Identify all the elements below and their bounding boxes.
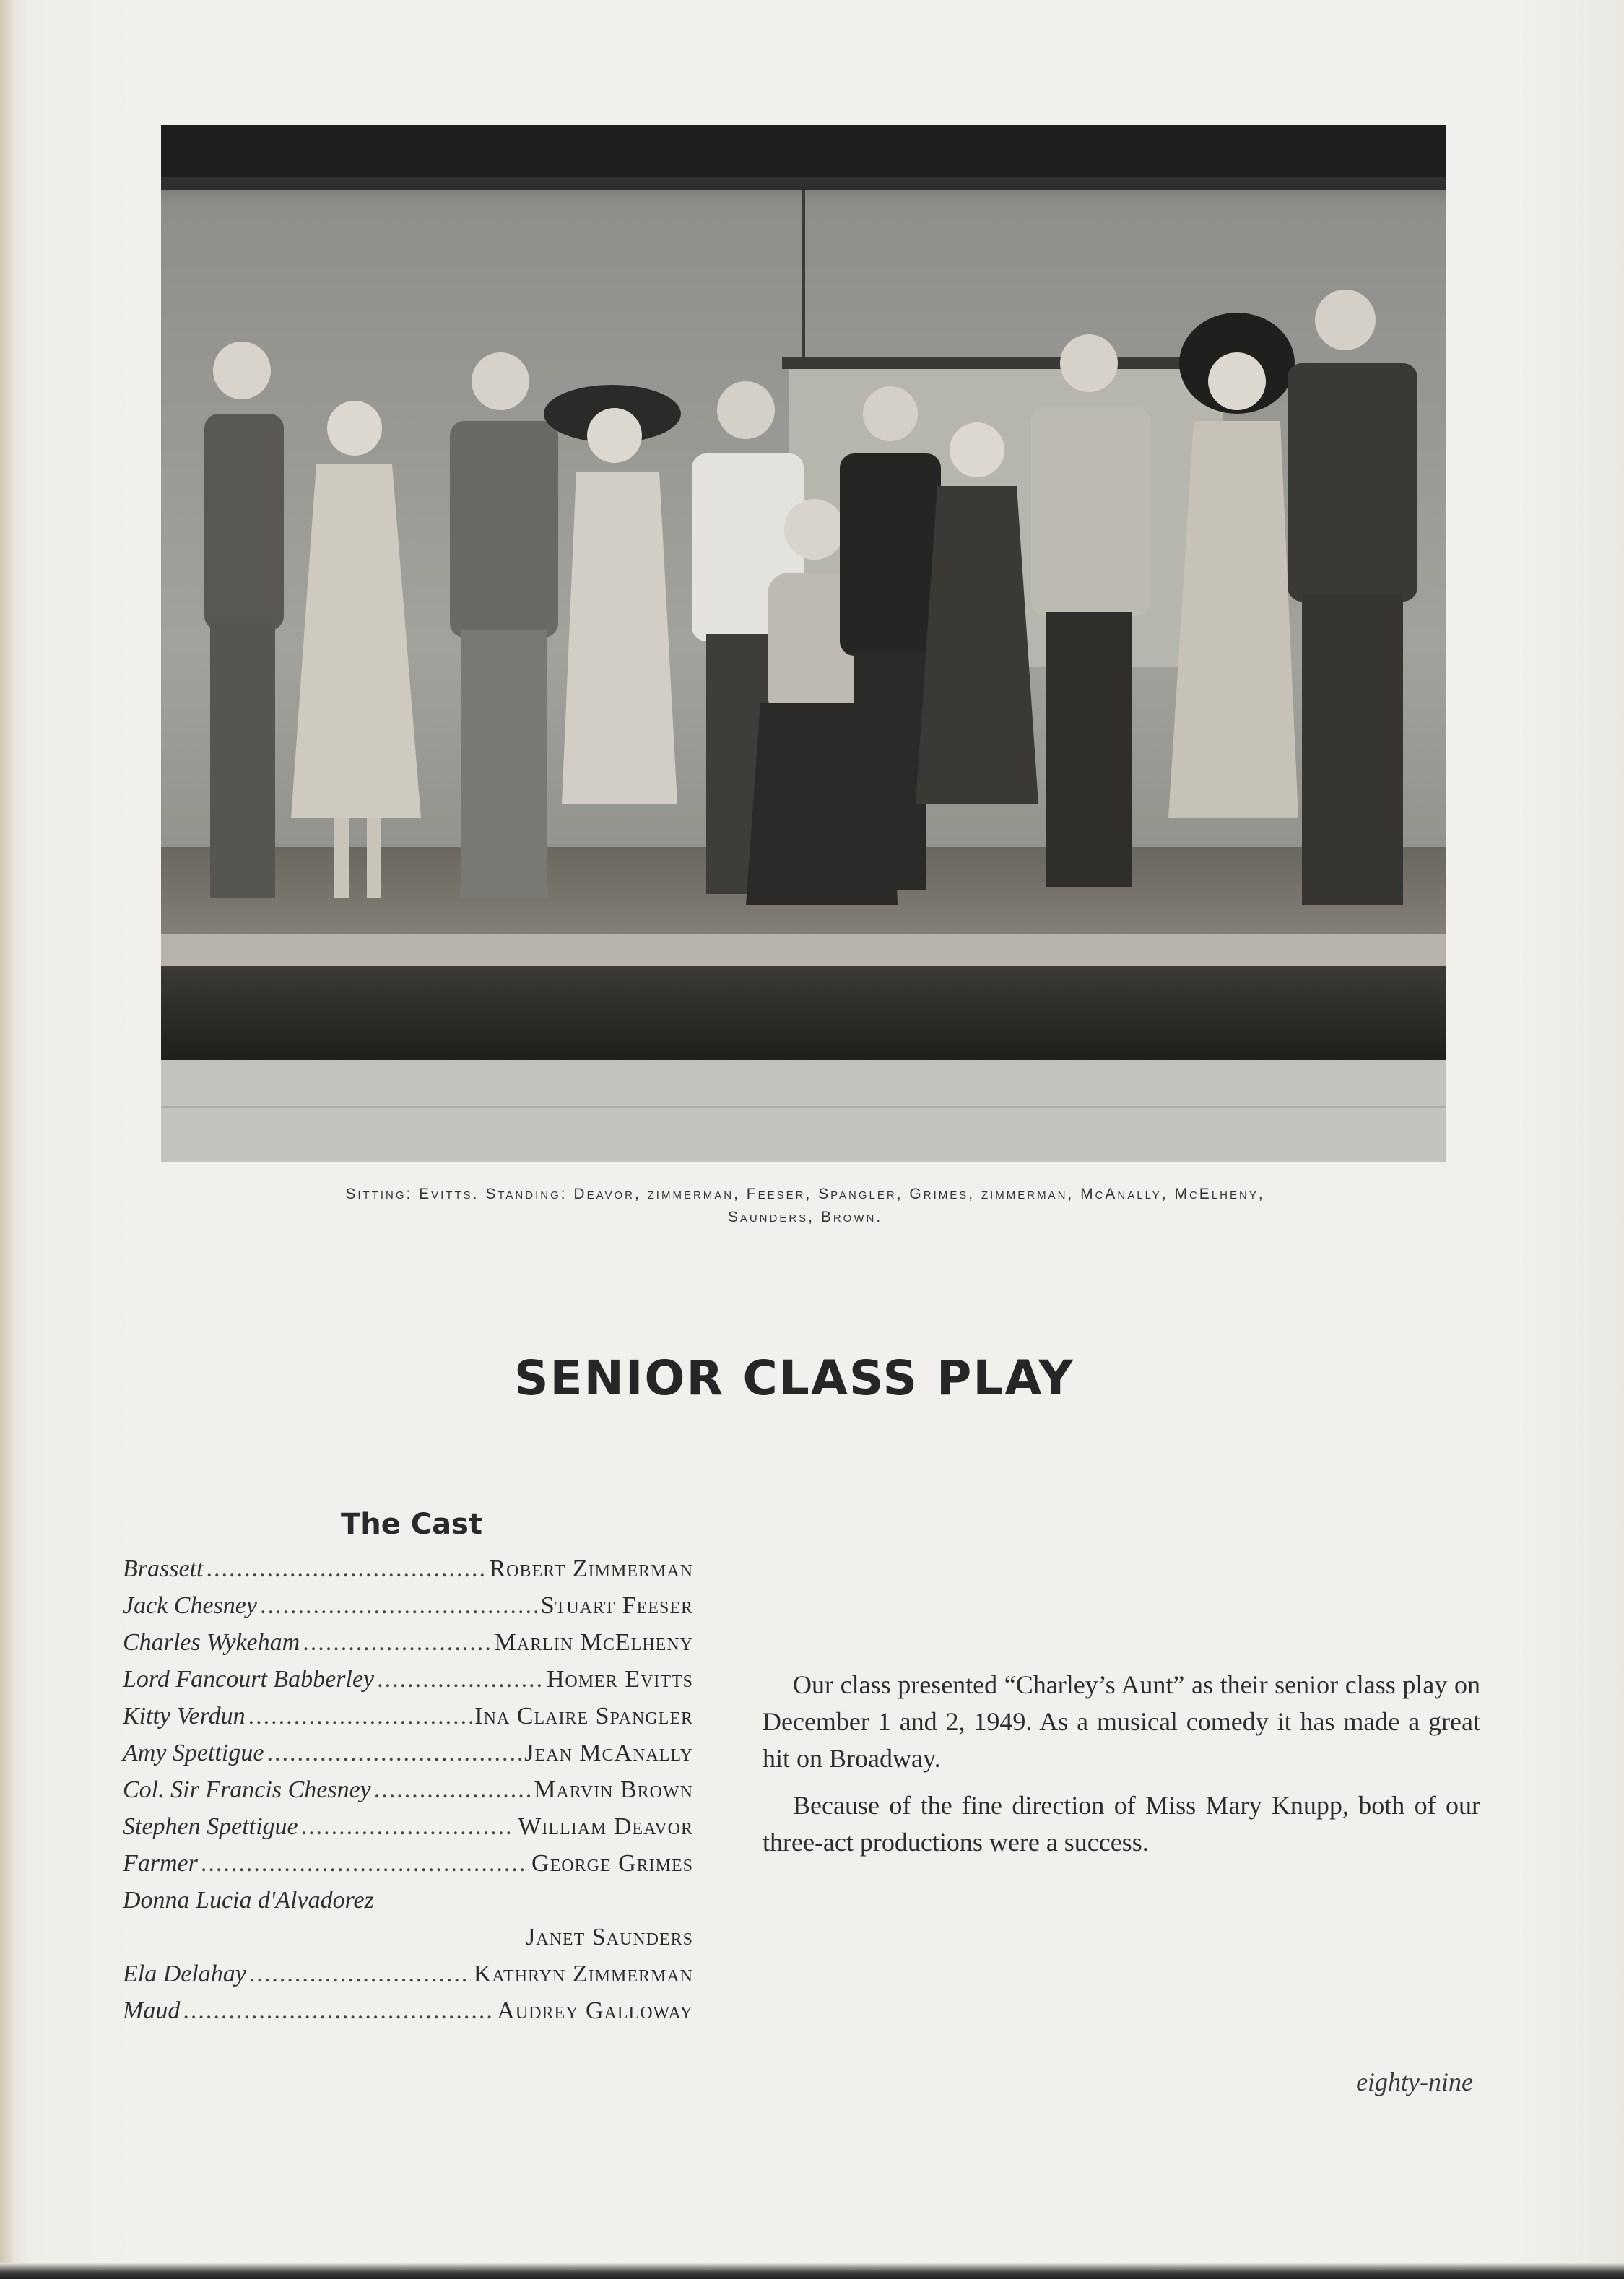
cast-row xyxy=(123,1624,693,1661)
cast-role: Kitty Verdun xyxy=(123,1703,246,1729)
cast-row xyxy=(123,1808,693,1845)
cast-row xyxy=(123,1771,693,1808)
photo-caption-line-2: Saunders, Brown. xyxy=(727,1209,883,1225)
cast-list xyxy=(123,1550,693,2029)
dot-leader xyxy=(249,1955,471,1992)
cast-actor: Ina Claire Spangler xyxy=(474,1703,693,1729)
cast-role: Donna Lucia d'Alvadorez xyxy=(123,1887,374,1914)
photo-caption xyxy=(144,1183,1466,1229)
cast-actor: Stuart Feeser xyxy=(540,1592,693,1619)
cast-actor: Marvin Brown xyxy=(534,1776,693,1803)
page-binding-edge xyxy=(0,0,13,2279)
cast-row xyxy=(123,1882,693,1919)
cast-row xyxy=(123,1955,693,1992)
cast-photograph xyxy=(161,125,1446,1162)
cast-row xyxy=(123,1550,693,1587)
cast-actor: Homer Evitts xyxy=(546,1666,693,1693)
dot-leader xyxy=(301,1808,516,1845)
cast-actor: Robert Zimmerman xyxy=(489,1555,693,1582)
cast-role: Farmer xyxy=(123,1850,198,1877)
cast-role: Col. Sir Francis Chesney xyxy=(123,1776,371,1803)
cast-actor: Jean McAnally xyxy=(524,1740,693,1766)
cast-actor: George Grimes xyxy=(531,1850,693,1877)
cast-row xyxy=(123,1698,693,1735)
cast-role: Charles Wykeham xyxy=(123,1629,300,1656)
cast-role: Ela Delahay xyxy=(123,1961,246,1987)
cast-actor: William Deavor xyxy=(518,1813,693,1840)
cast-role: Jack Chesney xyxy=(123,1592,257,1619)
cast-role: Lord Fancourt Babberley xyxy=(123,1666,375,1693)
cast-row xyxy=(123,1587,693,1624)
cast-row xyxy=(123,1992,693,2029)
cast-photograph-image xyxy=(161,125,1446,1162)
cast-heading: The Cast xyxy=(340,1508,483,1541)
cast-row xyxy=(123,1845,693,1882)
page-bottom-edge xyxy=(0,2263,1624,2279)
cast-role: Stephen Spettigue xyxy=(123,1813,298,1840)
photo-caption-line-1: Sitting: Evitts. Standing: Deavor, zimmerman, Feeser, Spangler, Grimes, zimmerman, McAnally, McElheny, xyxy=(345,1186,1265,1202)
cast-actor: Kathryn Zimmerman xyxy=(473,1961,693,1987)
cast-row xyxy=(123,1735,693,1771)
cast-actor: Marlin McElheny xyxy=(494,1629,693,1656)
dot-leader xyxy=(377,1661,544,1698)
dot-leader xyxy=(201,1845,529,1882)
description-paragraph-1: Our class presented “Charley’s Aunt” as their senior class play on December 1 and 2, 1949. As a musical comedy it has made a great hit on Broadway. xyxy=(763,1670,1480,1773)
cast-row xyxy=(123,1919,693,1955)
play-description xyxy=(763,1667,1480,1871)
dot-leader xyxy=(374,1771,531,1808)
cast-actor: Audrey Galloway xyxy=(497,1997,693,2024)
page-number: eighty-nine xyxy=(1356,2067,1473,2096)
cast-role: Brassett xyxy=(123,1555,204,1582)
cast-role: Maud xyxy=(123,1997,181,2024)
dot-leader xyxy=(266,1735,521,1771)
dot-leader xyxy=(303,1624,491,1661)
dot-leader xyxy=(248,1698,472,1735)
description-paragraph-2: Because of the fine direction of Miss Mary Knupp, both of our three-act productions were a success. xyxy=(763,1791,1480,1857)
dot-leader xyxy=(206,1550,486,1587)
cast-actor: Janet Saunders xyxy=(526,1924,693,1950)
cast-row xyxy=(123,1661,693,1698)
page-title: SENIOR CLASS PLAY xyxy=(514,1350,1074,1406)
dot-leader xyxy=(183,1992,494,2029)
dot-leader xyxy=(260,1587,538,1624)
cast-role: Amy Spettigue xyxy=(123,1740,264,1766)
